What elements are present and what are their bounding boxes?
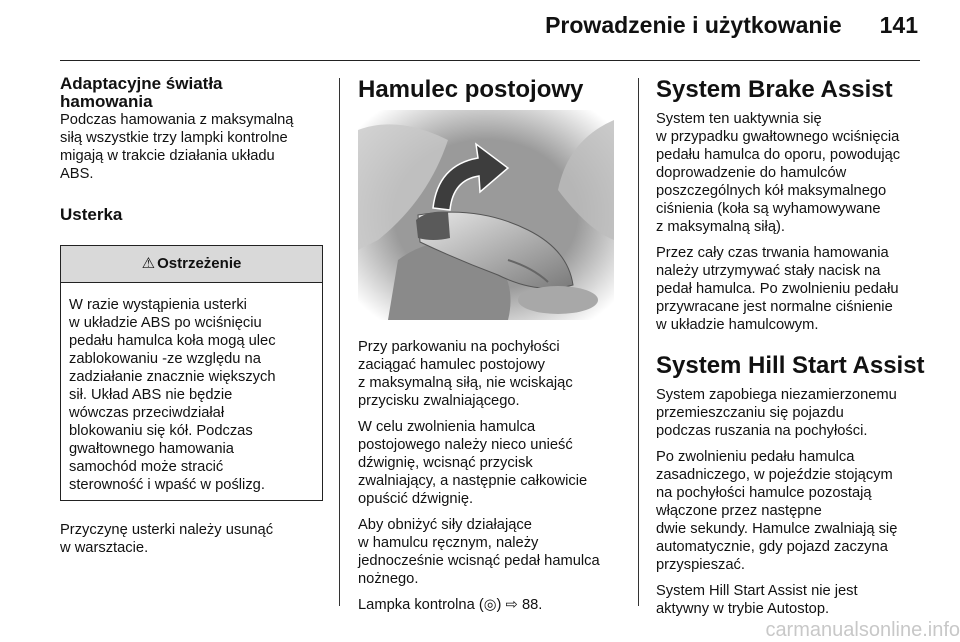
column-divider [339, 78, 340, 606]
warning-title: Ostrzeżenie [157, 255, 242, 272]
paragraph: Podczas hamowania z maksymalną siłą wszystkie trzy lampki kontrolne migają w trakcie działania układu ABS. [60, 112, 294, 182]
warning-triangle-icon: ⚠ [141, 255, 156, 272]
section-heading-adaptive-brake-lights: Adaptacyjne światła hamowania [60, 74, 223, 111]
paragraph: System Hill Start Assist nie jest aktywny w trybie Autostop. [656, 583, 858, 617]
paragraph: Po zwolnieniu pedału hamulca zasadniczego, w pojeździe stojącym na pochyłości hamulce pozostają włączone przez następne dwie sekundy. Hamulce zwalniają się automatycznie, gdy pojazd zaczyna przyspieszać. [656, 449, 898, 573]
page-number: 141 [879, 12, 918, 38]
paragraph: Aby obniżyć siły działające w hamulcu ręcznym, należy jednocześnie wcisnąć pedał hamulca nożnego. [358, 517, 600, 587]
column-3 [656, 72, 926, 626]
paragraph: W celu zwolnienia hamulca postojowego należy nieco unieść dźwignię, wcisnąć przycisk zwalniający, a następnie całkowicie opuścić dźwignię. [358, 419, 588, 507]
watermark: carmanualsonline.info [765, 619, 960, 641]
column-2 [358, 72, 626, 622]
warning-body [61, 283, 322, 500]
warning-text: W razie wystąpienia usterki w układzie ABS po wciśnięciu pedału hamulca koła mogą ulec zablokowaniu -ze względu na zadziałanie znacznie większych sił. Układ ABS nie będzie wówczas przeciwdziałał blokowaniu się kół. Podczas gwałtownego hamowania samochód może stracić sterowność i wpaść w poślizg. [69, 297, 276, 493]
parking-brake-lever-photo [358, 110, 614, 320]
header-rule [60, 60, 920, 61]
header-title: Prowadzenie i użytkowanie [545, 12, 842, 38]
paragraph: System ten uaktywnia się w przypadku gwałtownego wciśnięcia pedału hamulca do oporu, powodując doprowadzenie do hamulców poszczególnych kół maksymalnego ciśnienia (koła są wyhamowywane z maksymalną siłą). [656, 111, 901, 235]
warning-box [60, 245, 323, 501]
page-header [545, 12, 918, 39]
section-heading-parking-brake: Hamulec postojowy [358, 76, 584, 103]
paragraph-control-lamp: Lampka kontrolna (◎) ⇨ 88. [358, 597, 543, 613]
section-heading-hill-start-assist: System Hill Start Assist [656, 352, 925, 379]
cross-reference-arrow-icon: ⇨ [505, 597, 518, 613]
paragraph: System zapobiega niezamierzonemu przemieszczaniu się pojazdu podczas ruszania na pochyłości. [656, 387, 897, 439]
paragraph: Przy parkowaniu na pochyłości zaciągać hamulec postojowy z maksymalną siłą, nie wciskając przycisku zwalniającego. [358, 339, 573, 409]
cross-reference-page: 88. [517, 597, 543, 613]
section-heading-brake-assist: System Brake Assist [656, 76, 893, 103]
brake-warning-icon: (◎) [478, 597, 502, 613]
paragraph: Przez cały czas trwania hamowania należy utrzymywać stały nacisk na pedał hamulca. Po zwolnieniu pedału przywracane jest normalne ciśnienie w układzie hamulcowym. [656, 245, 899, 333]
warning-header [61, 246, 322, 283]
column-divider [638, 78, 639, 606]
section-heading-fault: Usterka [60, 205, 123, 224]
column-1 [60, 72, 323, 565]
paragraph: Przyczynę usterki należy usunąć w warsztacie. [60, 522, 274, 556]
